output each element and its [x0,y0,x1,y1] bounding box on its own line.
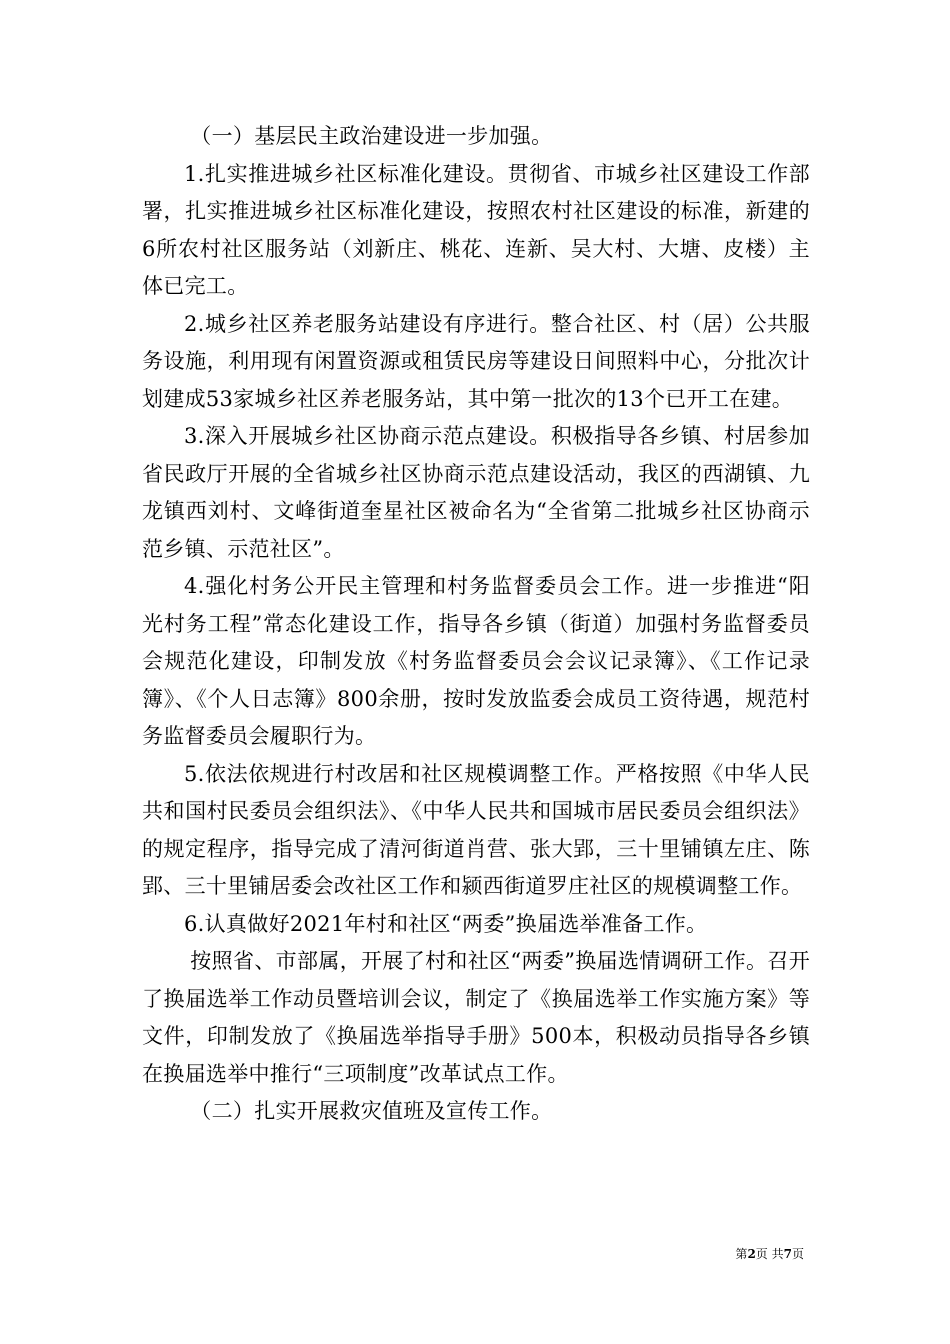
paragraph-item-5: 5.依法依规进行村改居和社区规模调整工作。严格按照《中华人民共和国村民委员会组织法》、《中华人民共和国城市居民委员会组织法》的规定程序，指导完成了清河街道肖营、张大郢，三十里铺镇左庄、陈郢、三十里铺居委会改社区工作和颍西街道罗庄社区的规模调整工作。 [142,761,810,898]
paragraph-item-3: 3.深入开展城乡社区协商示范点建设。积极指导各乡镇、村居参加省民政厅开展的全省城乡社区协商示范点建设活动，我区的西湖镇、九龙镇西刘村、文峰街道奎星社区被命名为“全省第二批城乡社区协商示范乡镇、示范社区”。 [142,424,810,561]
footer-suffix: 页 [791,1247,804,1261]
section-heading-2: （二）扎实开展救灾值班及宣传工作。 [190,1099,553,1123]
paragraph-item-4: 4.强化村务公开民主管理和村务监督委员会工作。进一步推进“阳光村务工程”常态化建设工作，指导各乡镇（街道）加强村务监督委员会规范化建设，印制发放《村务监督委员会会议记录簿》、《工作记录簿》、《个人日志簿》800余册，按时发放监委会成员工资待遇，规范村务监督委员会履职行为。 [142,574,810,748]
current-page-number: 2 [747,1247,756,1261]
paragraph-item-6-detail: 按照省、市部属，开展了村和社区“两委”换届选情调研工作。召开了换届选举工作动员暨培训会议，制定了《换届选举工作实施方案》等文件，印制发放了《换届选举指导手册》500本，积极动员指导各乡镇在换届选举中推行“三项制度”改革试点工作。 [142,949,810,1086]
total-pages-number: 7 [783,1247,792,1261]
paragraph-item-1: 1.扎实推进城乡社区标准化建设。贯彻省、市城乡社区建设工作部署，扎实推进城乡社区标准化建设，按照农村社区建设的标准，新建的6所农村社区服务站（刘新庄、桃花、连新、吴大村、大塘、皮楼）主体已完工。 [142,161,810,298]
footer-prefix: 第 [735,1247,748,1261]
page-number-footer [735,1245,804,1262]
paragraph-item-6: 6.认真做好2021年村和社区“两委”换届选举准备工作。 [184,911,708,936]
section-heading-1: （一）基层民主政治建设进一步加强。 [190,124,553,148]
document-body [142,118,810,1131]
paragraph-item-2: 2.城乡社区养老服务站建设有序进行。整合社区、村（居）公共服务设施，利用现有闲置资源或租赁民房等建设日间照料中心，分批次计划建成53家城乡社区养老服务站，其中第一批次的13个已开工在建。 [142,311,810,411]
footer-middle: 页 共 [755,1247,784,1261]
